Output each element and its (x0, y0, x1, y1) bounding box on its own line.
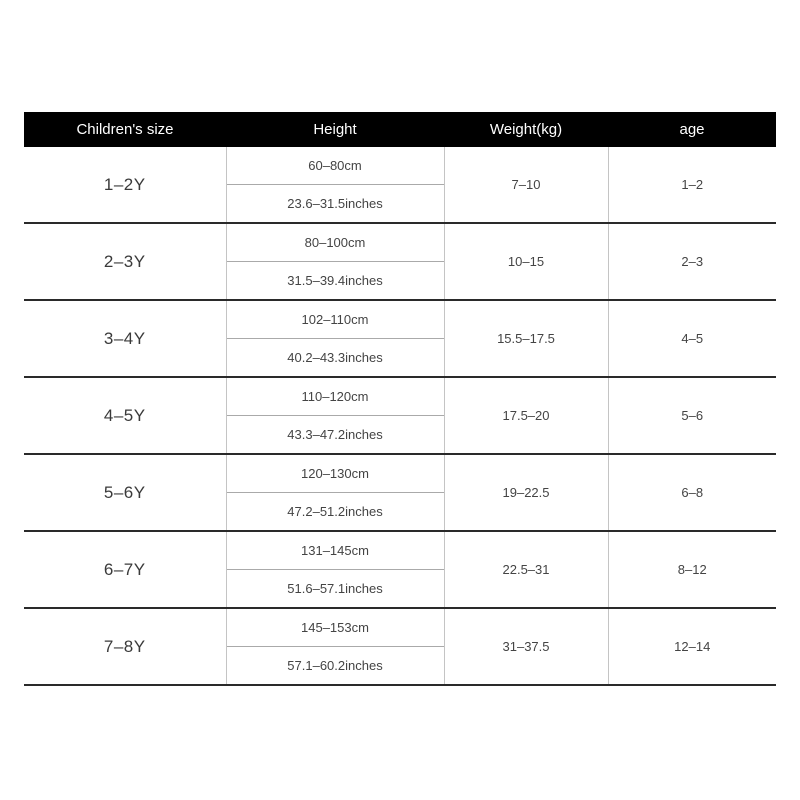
size-cell: 7–8Y (24, 608, 226, 685)
weight-cell: 10–15 (444, 223, 608, 300)
age-cell: 1–2 (681, 177, 704, 192)
size-chart-body (24, 147, 776, 685)
height-cm-cell: 145–153cm (226, 608, 444, 647)
age-cell: 5–6 (608, 377, 776, 454)
height-inches-cell: 40.2–43.3inches (226, 339, 444, 378)
height-cm-cell: 110–120cm (226, 377, 444, 416)
height-inches-cell: 31.5–39.4inches (226, 262, 444, 301)
height-inches-cell: 43.3–47.2inches (226, 416, 444, 455)
table-row (24, 300, 776, 339)
weight-cell: 7–10 (444, 147, 608, 223)
height-inches-cell: 47.2–51.2inches (226, 493, 444, 532)
height-cm-cell: 60–80cm (226, 147, 444, 185)
size-cell: 6–7Y (24, 531, 226, 608)
size-cell: 4–5Y (24, 377, 226, 454)
size-cell: 3–4Y (24, 300, 226, 377)
height-inches-cell: 57.1–60.2inches (226, 647, 444, 686)
weight-cell: 17.5–20 (444, 377, 608, 454)
table-row (24, 377, 776, 416)
size-cell: 1–2Y (24, 147, 226, 223)
header-row (24, 112, 776, 147)
table-row (24, 454, 776, 493)
size-chart-header (24, 112, 776, 147)
age-cell: 4–5 (608, 300, 776, 377)
weight-cell: 22.5–31 (444, 531, 608, 608)
age-cell: 8–12 (608, 531, 776, 608)
header-childrens-size: Children's size (24, 112, 226, 147)
height-cm-cell: 131–145cm (226, 531, 444, 570)
table-row (24, 608, 776, 647)
age-cell: 2–3 (608, 223, 776, 300)
height-cm-cell: 120–130cm (226, 454, 444, 493)
header-age: age (608, 112, 776, 147)
height-inches-cell: 51.6–57.1inches (226, 570, 444, 609)
age-cell: 6–8 (608, 454, 776, 531)
weight-cell: 15.5–17.5 (444, 300, 608, 377)
header-weight: Weight(kg) (444, 112, 608, 147)
size-cell: 5–6Y (24, 454, 226, 531)
table-row (24, 147, 776, 185)
size-cell: 2–3Y (24, 223, 226, 300)
size-chart-table (24, 112, 776, 686)
height-inches-cell: 23.6–31.5inches (226, 185, 444, 224)
weight-cell: 19–22.5 (444, 454, 608, 531)
age-cell: 12–14 (608, 608, 776, 685)
table-row (24, 531, 776, 570)
header-height: Height (226, 112, 444, 147)
weight-cell: 31–37.5 (444, 608, 608, 685)
height-cm-cell: 80–100cm (226, 223, 444, 262)
table-row (24, 223, 776, 262)
height-cm-cell: 102–110cm (226, 300, 444, 339)
